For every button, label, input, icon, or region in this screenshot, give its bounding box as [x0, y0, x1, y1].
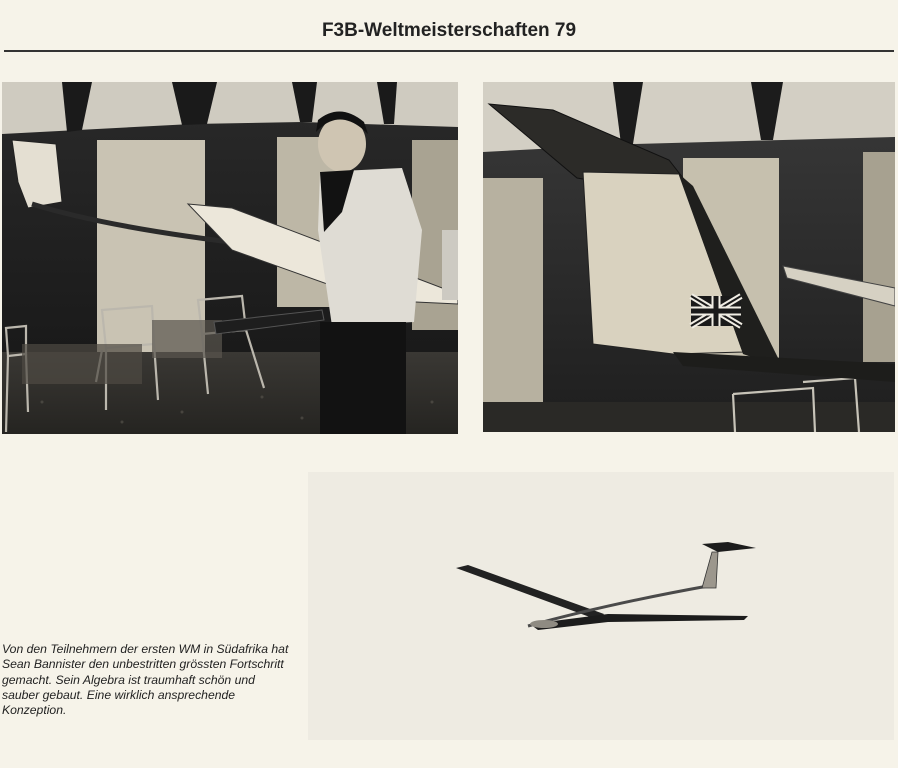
page-title: F3B-Weltmeisterschaften 79 — [321, 20, 577, 41]
photo-pilot-with-glider — [2, 82, 458, 434]
photo-glider-tail — [483, 82, 895, 432]
photo-caption: Von den Teilnehmern der ersten WM in Südafrika hat Sean Bannister den unbestritten grössten Fortschritt gemacht. Sein Algebra ist traumhaft schön und sauber gebaut. Eine wirklich ansprechende Konzeption. — [2, 642, 289, 718]
title-rule — [4, 50, 894, 52]
photo-glider-in-flight — [308, 472, 894, 740]
